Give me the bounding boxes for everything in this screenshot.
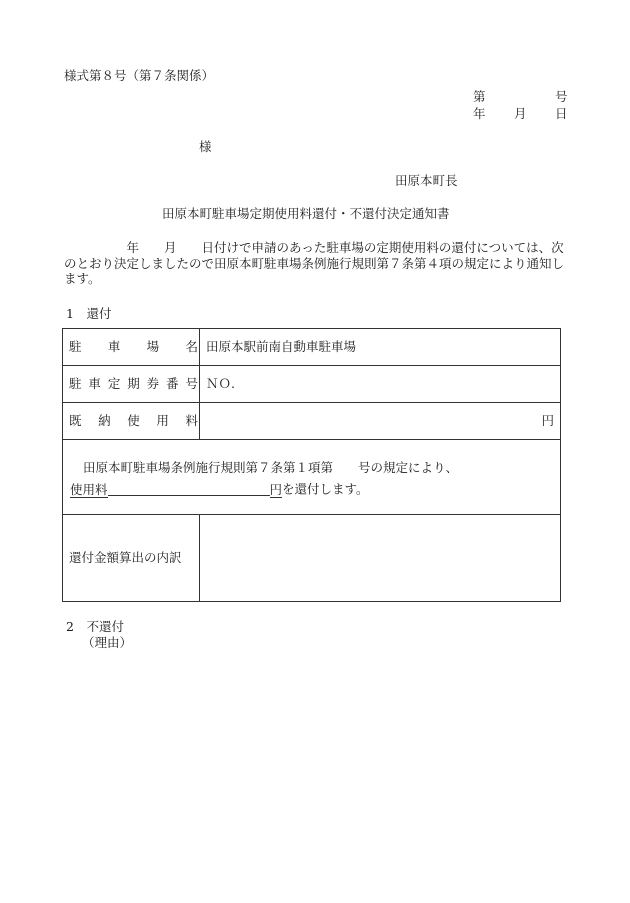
fee-label: 使用料 — [70, 481, 108, 497]
refund-table — [62, 328, 561, 602]
column-divider — [199, 329, 200, 439]
row-divider — [63, 365, 560, 366]
doc-number-prefix: 第 — [473, 89, 486, 104]
notice-body: 年 月 日付けで申請のあった駐車場の定期使用料の還付については、次のとおり決定しましたので田原本町駐車場条例施行規則第７条第４項の規定により通知します。 — [64, 240, 565, 286]
label-paid-fee: 既 納 使 用 料 — [69, 413, 198, 428]
value-parking-name: 田原本駅前南自動車駐車場 — [206, 339, 357, 354]
label-pass-number: 駐 車 定 期 券 番 号 — [69, 376, 198, 391]
reason-label: （理由） — [82, 635, 133, 650]
date-month-label: 月 — [514, 106, 527, 121]
fee-blank — [108, 483, 270, 496]
document-title: 田原本町駐車場定期使用料還付・不還付決定通知書 — [162, 206, 450, 221]
section2-heading: 2 不還付 — [66, 619, 124, 634]
label-parking-name: 駐 車 場 名 — [69, 339, 198, 354]
value-pass-number: ＮＯ. — [206, 376, 235, 391]
row-divider — [63, 402, 560, 403]
date-day-label: 日 — [555, 106, 568, 121]
recipient-suffix: 様 — [199, 139, 212, 154]
doc-number-suffix: 号 — [555, 89, 568, 104]
section1-heading: 1 還付 — [66, 306, 112, 321]
refund-amount-line — [70, 483, 369, 496]
value-paid-fee-unit: 円 — [541, 413, 554, 428]
column-divider — [199, 514, 200, 601]
date-year-label: 年 — [473, 106, 486, 121]
issuer-name: 田原本町長 — [395, 173, 458, 188]
row-divider — [63, 514, 560, 515]
refund-rule-text: 田原本町駐車場条例施行規則第７条第１項第 号の規定により、 — [83, 460, 459, 475]
form-number: 様式第８号（第７条関係） — [64, 68, 215, 83]
label-refund-breakdown: 還付金額算出の内訳 — [69, 550, 182, 565]
refund-suffix: を還付します。 — [282, 481, 369, 497]
row-divider — [63, 439, 560, 440]
fee-unit: 円 — [269, 481, 283, 497]
